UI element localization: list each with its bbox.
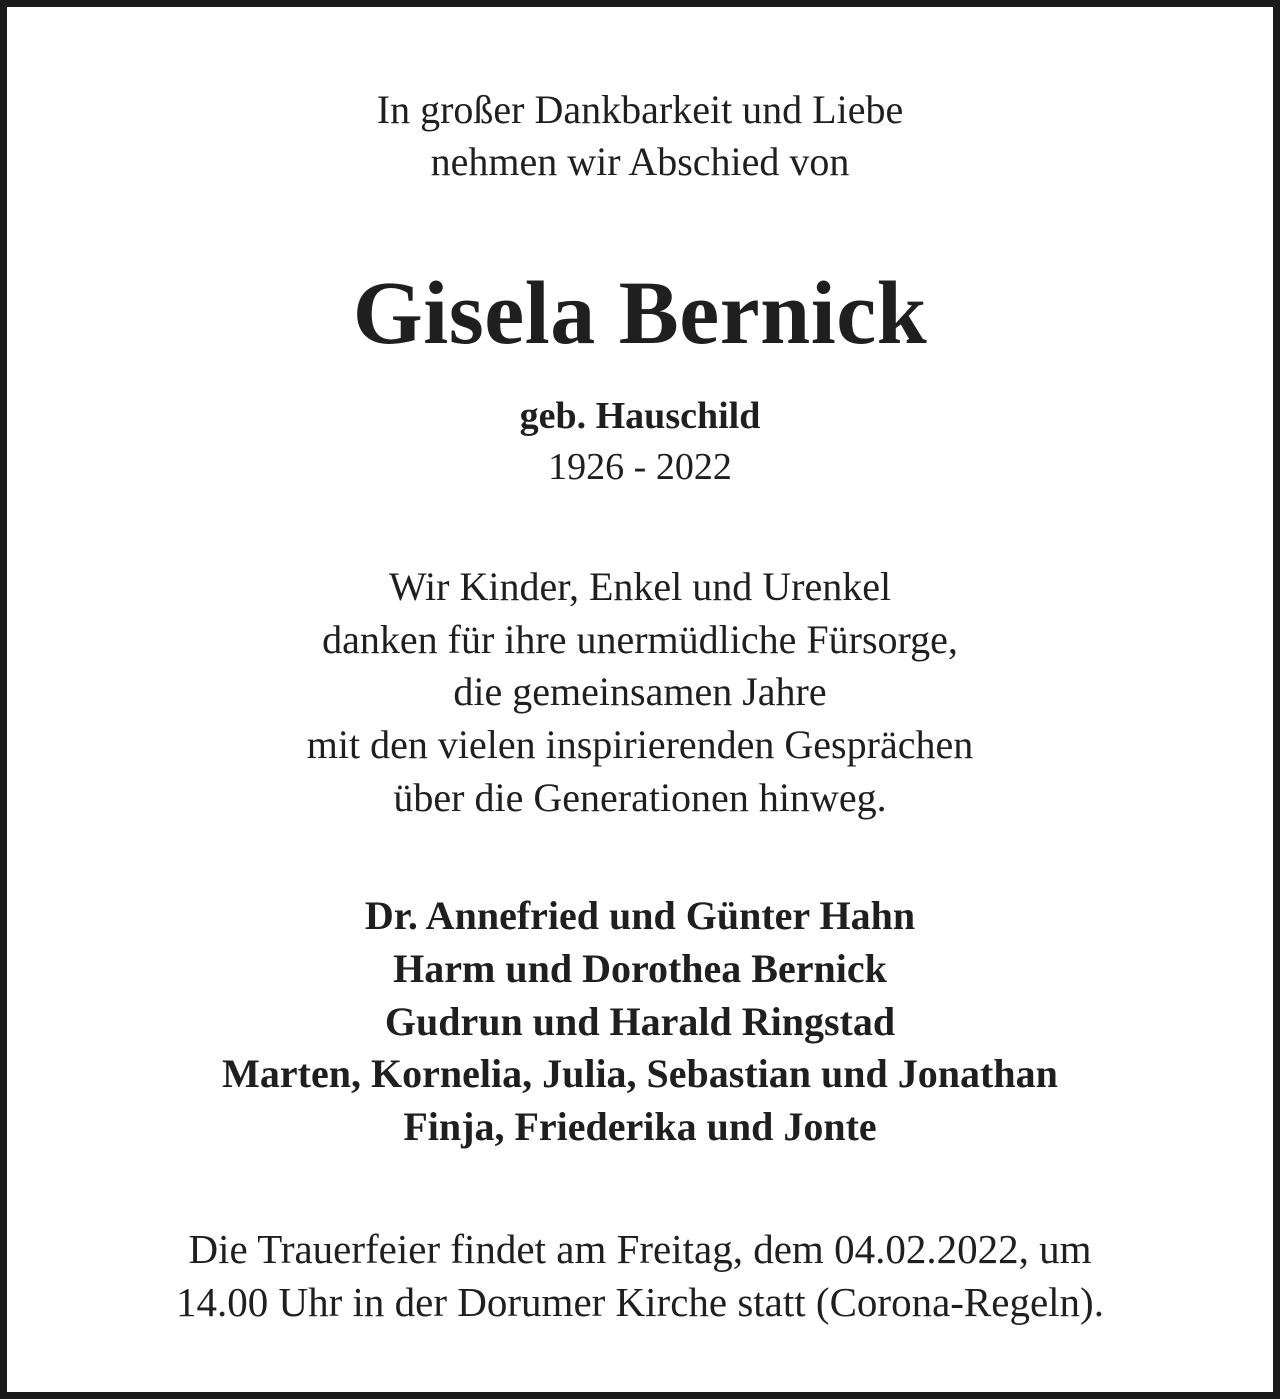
message-line: die gemeinsamen Jahre xyxy=(453,669,827,714)
family-line: Dr. Annefried und Günter Hahn xyxy=(364,893,916,938)
deceased-name: Gisela Bernick xyxy=(352,264,928,363)
funeral-notice-line: 14.00 Uhr in der Dorumer Kirche statt (Corona-Regeln). xyxy=(176,1279,1104,1325)
family-line: Finja, Friederika und Jonte xyxy=(403,1104,877,1149)
maiden-name: geb. Hauschild xyxy=(519,395,761,437)
family-line: Gudrun und Harald Ringstad xyxy=(384,999,896,1044)
family-line: Harm und Dorothea Bernick xyxy=(393,946,887,991)
intro-line: In großer Dankbarkeit und Liebe xyxy=(376,87,904,132)
message-line: über die Generationen hinweg. xyxy=(393,775,887,820)
family-line: Marten, Kornelia, Julia, Sebastian und Jonathan xyxy=(222,1051,1058,1096)
life-years: 1926 - 2022 xyxy=(548,446,732,488)
funeral-notice-line: Die Trauerfeier findet am Freitag, dem 04.02.2022, um xyxy=(188,1226,1092,1272)
message-line: Wir Kinder, Enkel und Urenkel xyxy=(388,564,892,609)
message-line: danken für ihre unermüdliche Fürsorge, xyxy=(322,617,958,662)
intro-line: nehmen wir Abschied von xyxy=(430,139,850,184)
message-line: mit den vielen inspirierenden Gesprächen xyxy=(306,722,974,767)
